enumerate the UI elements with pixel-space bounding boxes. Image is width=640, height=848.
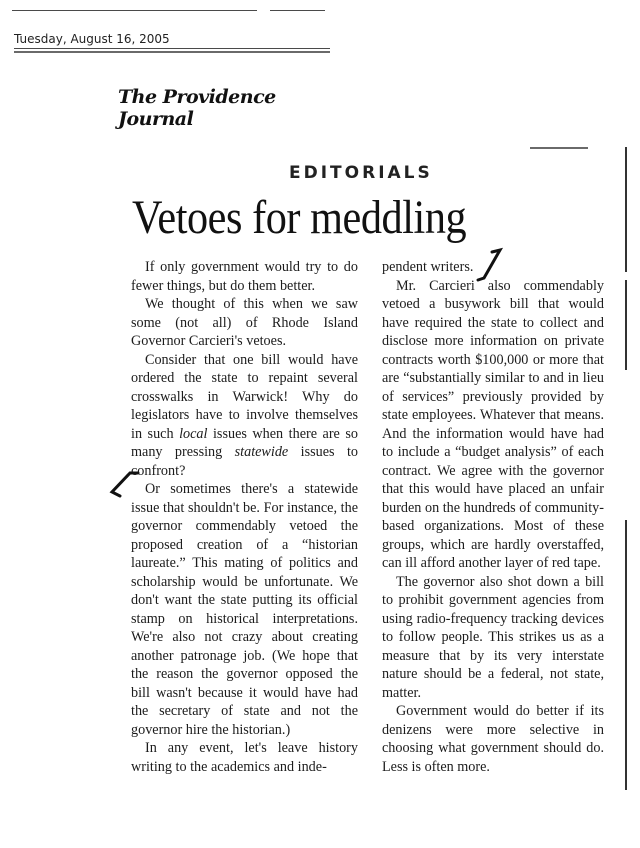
masthead-logo: The Providence Journal xyxy=(118,86,276,130)
top-rule-short xyxy=(270,10,325,11)
article-paragraph: Government would do better if its denizens were more selective in choosing what government should do. Less is often more. xyxy=(382,703,604,775)
article-paragraph: We thought of this when we saw some (not all) of Rhode Island Governor Carcieri's vetoes. xyxy=(131,296,358,349)
paragraph-text: issues when there are so many pressing xyxy=(131,425,358,460)
article-paragraph: Or sometimes there's a statewide issue that shouldn't be. For instance, the governor commendably vetoed the proposed creation of a “historian laureate.” This mating of politics and scholarship would be unfortunate. We don't want the state putting its official stamp on historical interpretations. We're also not crazy about creating another patronage job. (We hope that the reason the governor opposed the bill wasn't because it would have had the secretary of state and not the governor hire the historian.) xyxy=(131,481,358,738)
emphasized-text: statewide xyxy=(234,444,289,460)
article-paragraph: If only government would try to do fewer things, but do them better. xyxy=(131,259,358,294)
section-side-rule xyxy=(530,147,588,149)
article-paragraph: Mr. Carcieri also commendably vetoed a busywork bill that would have required the state to collect and disclose more information on private contracts worth $100,000 or more that are “substantially similar to and in lieu of services” previously provided by state employees. Whatever that means. And the information would have had to include a “budget analysis” of each contract. We agree with the governor that this would have placed an unfair burden on the hundreds of community-based organizations. Most of these groups, which are hardly overstaffed, can ill afford another layer of red tape. xyxy=(382,277,604,571)
article-paragraph: In any event, let's leave history writing to the academics and inde- xyxy=(131,740,358,775)
column-divider-lower xyxy=(625,520,627,790)
dateline: Tuesday, August 16, 2005 xyxy=(14,32,170,46)
paragraph-text: issues to confront? xyxy=(131,444,358,479)
handwritten-check-mark-right xyxy=(472,244,512,284)
article-paragraph xyxy=(131,351,358,481)
dateline-rule xyxy=(14,48,330,49)
article-paragraph: pendent writers. xyxy=(382,259,474,275)
dateline-rule-thick xyxy=(14,51,330,53)
headline: Vetoes for meddling xyxy=(132,191,467,244)
column-divider-upper xyxy=(625,147,627,272)
column-divider-mid xyxy=(625,280,627,370)
section-label: EDITORIALS xyxy=(289,163,433,183)
article-column-left xyxy=(131,258,358,776)
article-paragraph: The governor also shot down a bill to prohibit government agencies from using radio-frequency tracking devices to follow people. This strikes us as a measure that by its very interstate nature should be a federal, not state, matter. xyxy=(382,573,604,701)
handwritten-check-mark-left xyxy=(108,470,148,500)
paragraph-text: Consider that one bill would have ordered the state to repaint several crosswalks in Warwick! Why do legislators have to involve themselves in such xyxy=(131,351,358,442)
article-column-right xyxy=(382,258,604,776)
emphasized-text: local xyxy=(179,425,208,442)
top-rule xyxy=(12,10,257,11)
